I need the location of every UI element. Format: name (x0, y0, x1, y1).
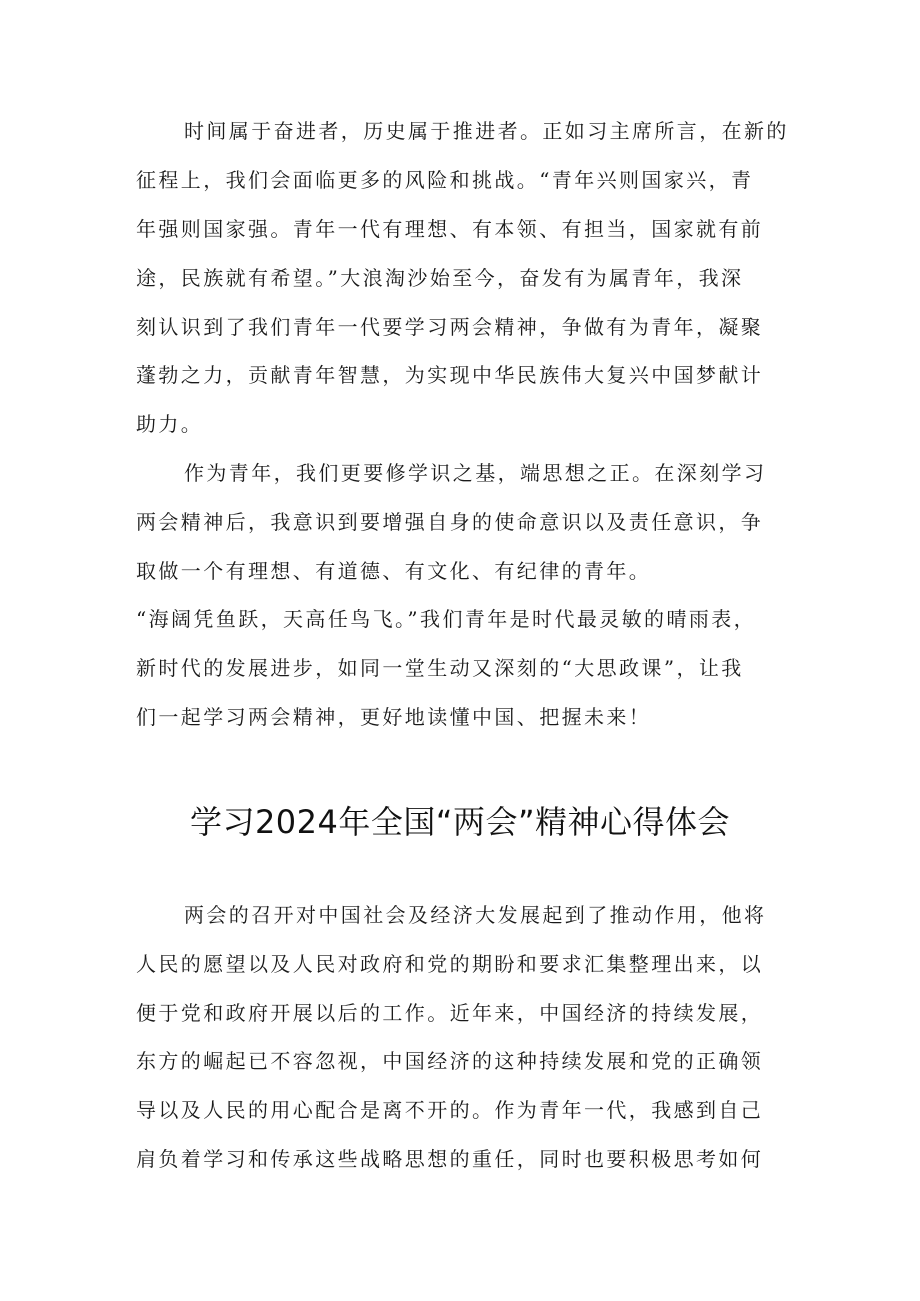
paragraph-line: 时间属于奋进者，历史属于推进者。正如习主席所言，在新的 (184, 119, 789, 143)
paragraph-line: 两会精神后，我意识到要增强自身的使命意识以及责任意识，争 (136, 510, 764, 534)
document-title: 学习2024年全国“两会”精神心得体会 (189, 803, 731, 841)
paragraph-line: 蓬勃之力，贡献青年智慧，为实现中华民族伟大复兴中国梦献计 (136, 363, 764, 387)
paragraph-line: 征程上，我们会面临更多的风险和挑战。“青年兴则国家兴，青 (136, 168, 754, 192)
paragraph-line: 刻认识到了我们青年一代要学习两会精神，争做有为青年，凝聚 (136, 315, 764, 339)
paragraph-line: 导以及人民的用心配合是离不开的。作为青年一代，我感到自己 (136, 1098, 764, 1122)
paragraph-line: 东方的崛起已不容忽视，中国经济的这种持续发展和党的正确领 (136, 1049, 764, 1073)
paragraph-line: 肩负着学习和传承这些战略思想的重任，同时也要积极思考如何 (136, 1147, 764, 1171)
paragraph-line: 人民的愿望以及人民对政府和党的期盼和要求汇集整理出来，以 (136, 952, 764, 976)
paragraph-line: 年强则国家强。青年一代有理想、有本领、有担当，国家就有前 (136, 217, 764, 241)
paragraph-line: 两会的召开对中国社会及经济大发展起到了推动作用，他将 (184, 903, 767, 927)
paragraph-line: 新时代的发展进步，如同一堂生动又深刻的“大思政课”，让我 (136, 656, 744, 680)
paragraph-line: “海阔凭鱼跃，天高任鸟飞。”我们青年是时代最灵敏的晴雨表， (136, 607, 757, 631)
paragraph-line: 助力。 (136, 412, 204, 436)
paragraph-line: 便于党和政府开展以后的工作。近年来，中国经济的持续发展， (136, 1001, 764, 1025)
paragraph-line: 取做一个有理想、有道德、有文化、有纪律的青年。 (136, 559, 652, 583)
paragraph-line: 作为青年，我们更要修学识之基，端思想之正。在深刻学习 (184, 461, 767, 485)
paragraph-line: 途，民族就有希望。”大浪淘沙始至今，奋发有为属青年，我深 (136, 266, 744, 290)
paragraph-line: 们一起学习两会精神，更好地读懂中国、把握未来！ (136, 705, 652, 729)
